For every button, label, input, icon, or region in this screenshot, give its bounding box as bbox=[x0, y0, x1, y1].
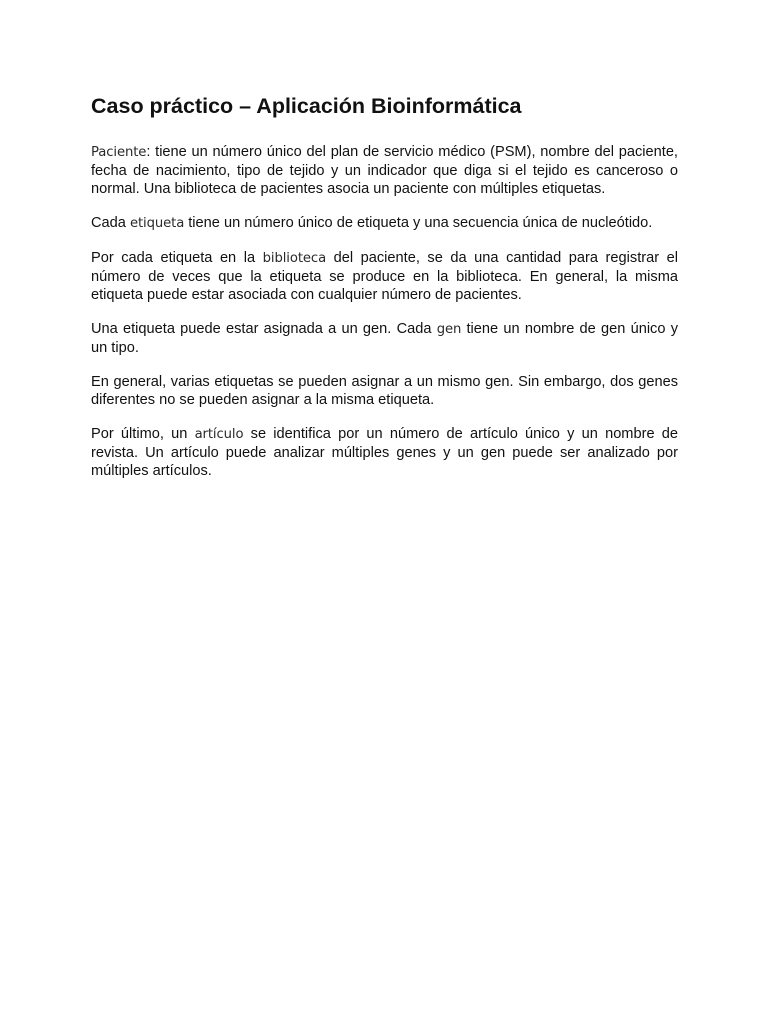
term-etiqueta: etiqueta bbox=[129, 216, 185, 231]
paragraph-paciente-text: : tiene un número único del plan de servicio médico (PSM), nombre del paciente, fecha de nacimiento, tipo de tejido y un indicador que diga si el tejido es canceroso o normal. Una biblioteca de pacientes asocia un paciente con múltiples etiquetas. bbox=[91, 144, 678, 197]
paragraph-etiqueta-after: tiene un número único de etiqueta y una secuencia única de nucleótido. bbox=[184, 215, 653, 231]
paragraph-gen bbox=[91, 320, 678, 357]
paragraph-asignacion: En general, varias etiquetas se pueden asignar a un mismo gen. Sin embargo, dos genes diferentes no se pueden asignar a la misma etiqueta. bbox=[91, 374, 678, 408]
paragraph-articulo bbox=[91, 425, 678, 480]
document-title: Caso práctico – Aplicación Bioinformática bbox=[91, 94, 522, 118]
paragraph-etiqueta-before: Cada bbox=[91, 215, 130, 231]
paragraph-paciente bbox=[91, 143, 678, 198]
paragraph-articulo-after: se identifica por un número de artículo único y un nombre de revista. Un artículo puede analizar múltiples genes y un gen puede ser analizado por múltiples artículos. bbox=[91, 426, 678, 479]
paragraph-etiqueta bbox=[91, 214, 678, 233]
paragraph-gen-before: Una etiqueta puede estar asignada a un gen. Cada bbox=[91, 321, 437, 337]
term-paciente: Paciente bbox=[91, 145, 147, 160]
paragraph-biblioteca-before: Por cada etiqueta en la bbox=[91, 250, 263, 266]
paragraph-gen-after: tiene un nombre de gen único y un tipo. bbox=[91, 321, 678, 356]
paragraph-articulo-before: Por último, un bbox=[91, 426, 195, 442]
term-gen: gen bbox=[436, 322, 462, 337]
paragraph-biblioteca bbox=[91, 249, 678, 304]
term-articulo: artículo bbox=[194, 427, 244, 442]
term-biblioteca: biblioteca bbox=[262, 251, 327, 266]
document-page bbox=[91, 92, 678, 496]
paragraph-biblioteca-after: del paciente, se da una cantidad para registrar el número de veces que la etiqueta se produce en la biblioteca. En general, la misma etiqueta puede estar asociada con cualquier número de pacientes. bbox=[91, 250, 678, 303]
